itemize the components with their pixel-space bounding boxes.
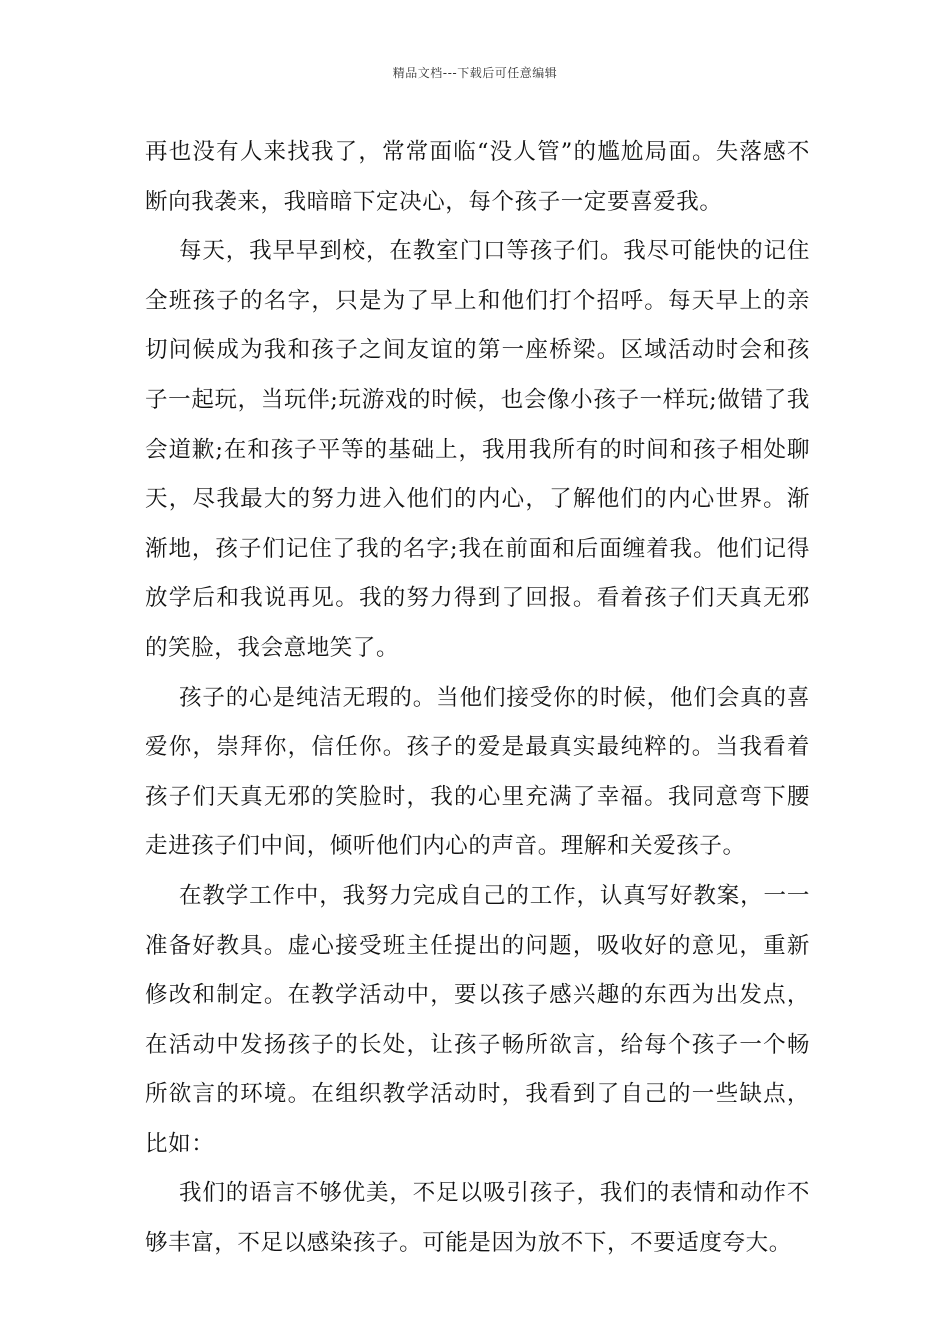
paragraph-4: 在教学工作中，我努力完成自己的工作，认真写好教案，一一准备好教具。虚心接受班主任提出的问题，吸收好的意见，重新修改和制定。在教学活动中，要以孩子感兴趣的东西为出发点，在活动中发扬孩子的长处，让孩子畅所欲言，给每个孩子一个畅所欲言的环境。在组织教学活动时，我看到了自己的一些缺点，比如：	[145, 882, 810, 1157]
paragraph-1: 再也没有人来找我了，常常面临“没人管”的尴尬局面。失落感不断向我袭来，我暗暗下定决心，每个孩子一定要喜爱我。	[145, 139, 810, 215]
paragraph-5: 我们的语言不够优美，不足以吸引孩子，我们的表情和动作不够丰富，不足以感染孩子。可能是因为放不下，不要适度夸大。	[145, 1180, 810, 1257]
paragraph-2: 每天，我早早到校，在教室门口等孩子们。我尽可能快的记住全班孩子的名字，只是为了早上和他们打个招呼。每天早上的亲切问候成为我和孩子之间友谊的第一座桥梁。区域活动时会和孩子一起玩，当玩伴;玩游戏的时候，也会像小孩子一样玩;做错了我会道歉;在和孩子平等的基础上，我用我所有的时间和孩子相处聊天，尽我最大的努力进入他们的内心，了解他们的内心世界。渐渐地，孩子们记住了我的名字;我在前面和后面缠着我。他们记得放学后和我说再见。我的努力得到了回报。看着孩子们天真无邪的笑脸，我会意地笑了。	[145, 238, 810, 661]
page-header: 精品文档---下载后可任意编辑	[392, 66, 558, 80]
paragraph-3: 孩子的心是纯洁无瑕的。当他们接受你的时候，他们会真的喜爱你，崇拜你，信任你。孩子的爱是最真实最纯粹的。当我看着孩子们天真无邪的笑脸时，我的心里充满了幸福。我同意弯下腰走进孩子们中间，倾听他们内心的声音。理解和关爱孩子。	[145, 684, 810, 860]
document-body	[145, 128, 810, 1269]
